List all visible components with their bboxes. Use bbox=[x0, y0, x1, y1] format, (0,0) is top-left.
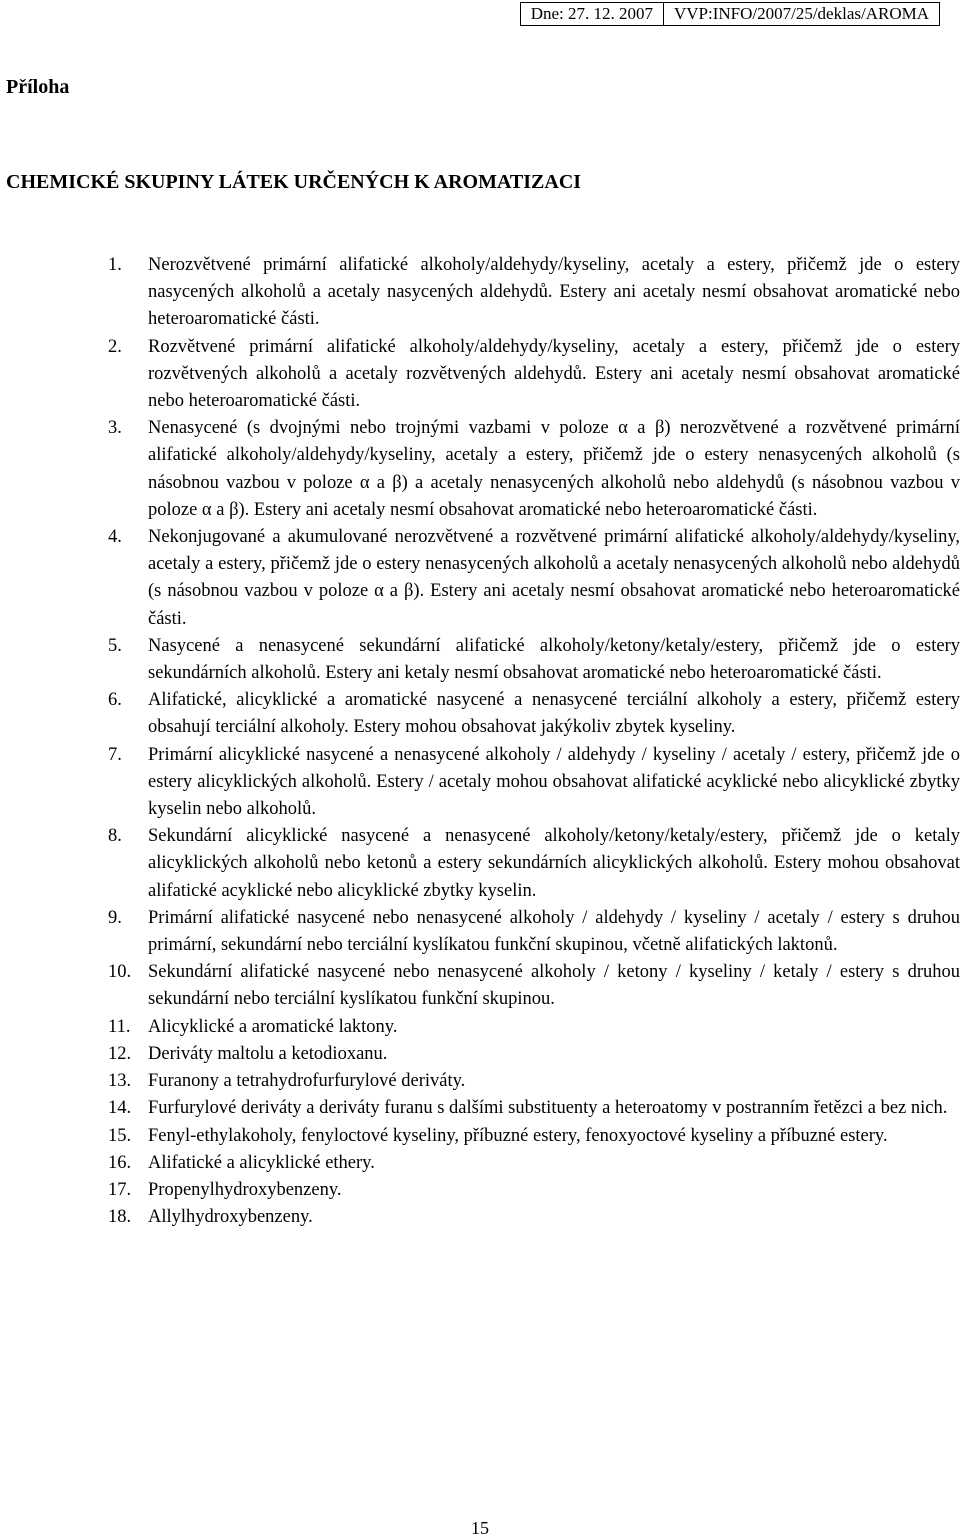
list-item-text: Nenasycené (s dvojnými nebo trojnými vazbami v poloze α a β) nerozvětvené a rozvětvené primární alifatické alkoholy/aldehydy/kyseliny, acetaly a estery, přičemž jde o estery nenasycených alkoholů (s násobnou vazbou v poloze α a β) a acetaly nenasycených alkoholů nebo aldehydů (s násobnou vazbou v poloze α a β). Estery ani acetaly nesmí obsahovat aromatické nebo heteroaromatické části. bbox=[148, 418, 960, 520]
list-item-text: Nasycené a nenasycené sekundární alifatické alkoholy/ketony/ketaly/estery, přičemž jde o estery sekundárních alkoholů. Estery ani ketaly nesmí obsahovat aromatické nebo heteroaromatické části. bbox=[148, 635, 960, 684]
list-item-text: Furfurylové deriváty a deriváty furanu s dalšími substituenty a heteroatomy v postranním řetězci a bez nich. bbox=[148, 1098, 948, 1119]
list-item bbox=[108, 334, 960, 416]
list-item-text: Nerozvětvené primární alifatické alkoholy/aldehydy/kyseliny, acetaly a estery, přičemž jde o estery nasycených alkoholů a acetaly nasycených aldehydů. Estery ani acetaly nesmí obsahovat aromatické nebo heteroaromatické části. bbox=[148, 255, 960, 330]
list-item-text: Deriváty maltolu a ketodioxanu. bbox=[148, 1043, 388, 1064]
list-item-text: Sekundární alicyklické nasycené a nenasycené alkoholy/ketony/ketaly/estery, přičemž jde o ketaly alicyklických alkoholů nebo ketonů a estery sekundárních alicyklických alkoholů. Estery mohou obsahovat alifatické acyklické nebo alicyklické zbytky kyselin. bbox=[148, 826, 960, 901]
list-item-number: 1. bbox=[108, 255, 122, 275]
list-item-number: 2. bbox=[108, 336, 122, 357]
header-reference: VVP:INFO/2007/25/deklas/AROMA bbox=[663, 3, 939, 26]
list-item-number: 11. bbox=[108, 1016, 131, 1037]
list-item bbox=[108, 959, 960, 1013]
list-item-number: 17. bbox=[108, 1179, 132, 1200]
list-item-number: 12. bbox=[108, 1043, 132, 1064]
list-item bbox=[108, 252, 960, 334]
list-item bbox=[108, 1095, 960, 1122]
list-item-number: 14. bbox=[108, 1098, 132, 1119]
list-item-number: 4. bbox=[108, 527, 122, 548]
list-item-text: Fenyl-ethylakoholy, fenyloctové kyseliny, příbuzné estery, fenoxyoctové kyseliny a příbuzné estery. bbox=[148, 1125, 888, 1146]
header-date: Dne: 27. 12. 2007 bbox=[520, 3, 663, 26]
list-item-number: 13. bbox=[108, 1071, 132, 1092]
list-item bbox=[108, 1014, 960, 1041]
list-item-number: 15. bbox=[108, 1125, 132, 1146]
list-item bbox=[108, 905, 960, 959]
chemical-groups-list bbox=[108, 252, 960, 1231]
list-item-text: Primární alicyklické nasycené a nenasycené alkoholy / aldehydy / kyseliny / acetaly / estery, přičemž jde o estery alicyklických alkoholů. Estery / acetaly mohou obsahovat alifatické acyklické nebo alicyklické zbytky kyselin nebo alkoholů. bbox=[148, 744, 960, 820]
list-item-number: 10. bbox=[108, 962, 132, 983]
list-item-number: 8. bbox=[108, 826, 122, 847]
list-item bbox=[108, 524, 960, 633]
list-item-text: Alifatické a alicyklické ethery. bbox=[148, 1152, 375, 1173]
list-item-number: 9. bbox=[108, 907, 122, 928]
list-item bbox=[108, 633, 960, 687]
header-info-table bbox=[520, 2, 940, 26]
list-item bbox=[108, 1068, 960, 1095]
list-item bbox=[108, 1177, 960, 1204]
document-title: CHEMICKÉ SKUPINY LÁTEK URČENÝCH K AROMATIZACI bbox=[6, 171, 582, 193]
page-number: 15 bbox=[471, 1518, 489, 1538]
list-item-text: Alifatické, alicyklické a aromatické nasycené a nenasycené terciální alkoholy a estery, přičemž estery obsahují terciální alkoholy. Estery mohou obsahovat jakýkoliv zbytek kyseliny. bbox=[148, 690, 960, 738]
appendix-label: Příloha bbox=[6, 76, 70, 98]
list-item-text: Rozvětvené primární alifatické alkoholy/aldehydy/kyseliny, acetaly a estery, přičemž jde o estery rozvětvených alkoholů a acetaly rozvětvených aldehydů. Estery ani acetaly nesmí obsahovat aromatické nebo heteroaromatické části. bbox=[148, 336, 960, 412]
list-item bbox=[108, 823, 960, 905]
list-item-number: 6. bbox=[108, 690, 122, 711]
list-item bbox=[108, 415, 960, 524]
list-item-text: Propenylhydroxybenzeny. bbox=[148, 1179, 342, 1200]
list-item-number: 3. bbox=[108, 418, 122, 439]
list-item bbox=[108, 687, 960, 741]
list-item-text: Alicyklické a aromatické laktony. bbox=[148, 1016, 398, 1037]
list-item-text: Allylhydroxybenzeny. bbox=[148, 1207, 313, 1228]
list-item-text: Sekundární alifatické nasycené nebo nenasycené alkoholy / ketony / kyseliny / ketaly / estery s druhou sekundární nebo terciální kyslíkatou funkční skupinou. bbox=[148, 962, 960, 1010]
list-item bbox=[108, 1150, 960, 1177]
list-item bbox=[108, 742, 960, 824]
list-item-text: Furanony a tetrahydrofurfurylové deriváty. bbox=[148, 1071, 466, 1092]
list-item bbox=[108, 1204, 960, 1231]
list-item-number: 5. bbox=[108, 635, 122, 656]
list-item bbox=[108, 1123, 960, 1150]
list-item-number: 18. bbox=[108, 1207, 132, 1228]
list-item bbox=[108, 1041, 960, 1068]
list-item-number: 7. bbox=[108, 744, 122, 765]
list-item-number: 16. bbox=[108, 1152, 132, 1173]
list-item-text: Nekonjugované a akumulované nerozvětvené a rozvětvené primární alifatické alkoholy/aldehydy/kyseliny, acetaly a estery, přičemž jde o estery nenasycených alkoholů a acetaly nenasycených alkoholů nebo aldehydů (s násobnou vazbou v poloze α a β). Estery ani acetaly nesmí obsahovat aromatické nebo heteroaromatické části. bbox=[148, 527, 960, 629]
list-item-text: Primární alifatické nasycené nebo nenasycené alkoholy / aldehydy / kyseliny / acetaly / estery s druhou primární, sekundární nebo terciální kyslíkatou funkční skupinou, včetně alifatických laktonů. bbox=[148, 907, 960, 956]
